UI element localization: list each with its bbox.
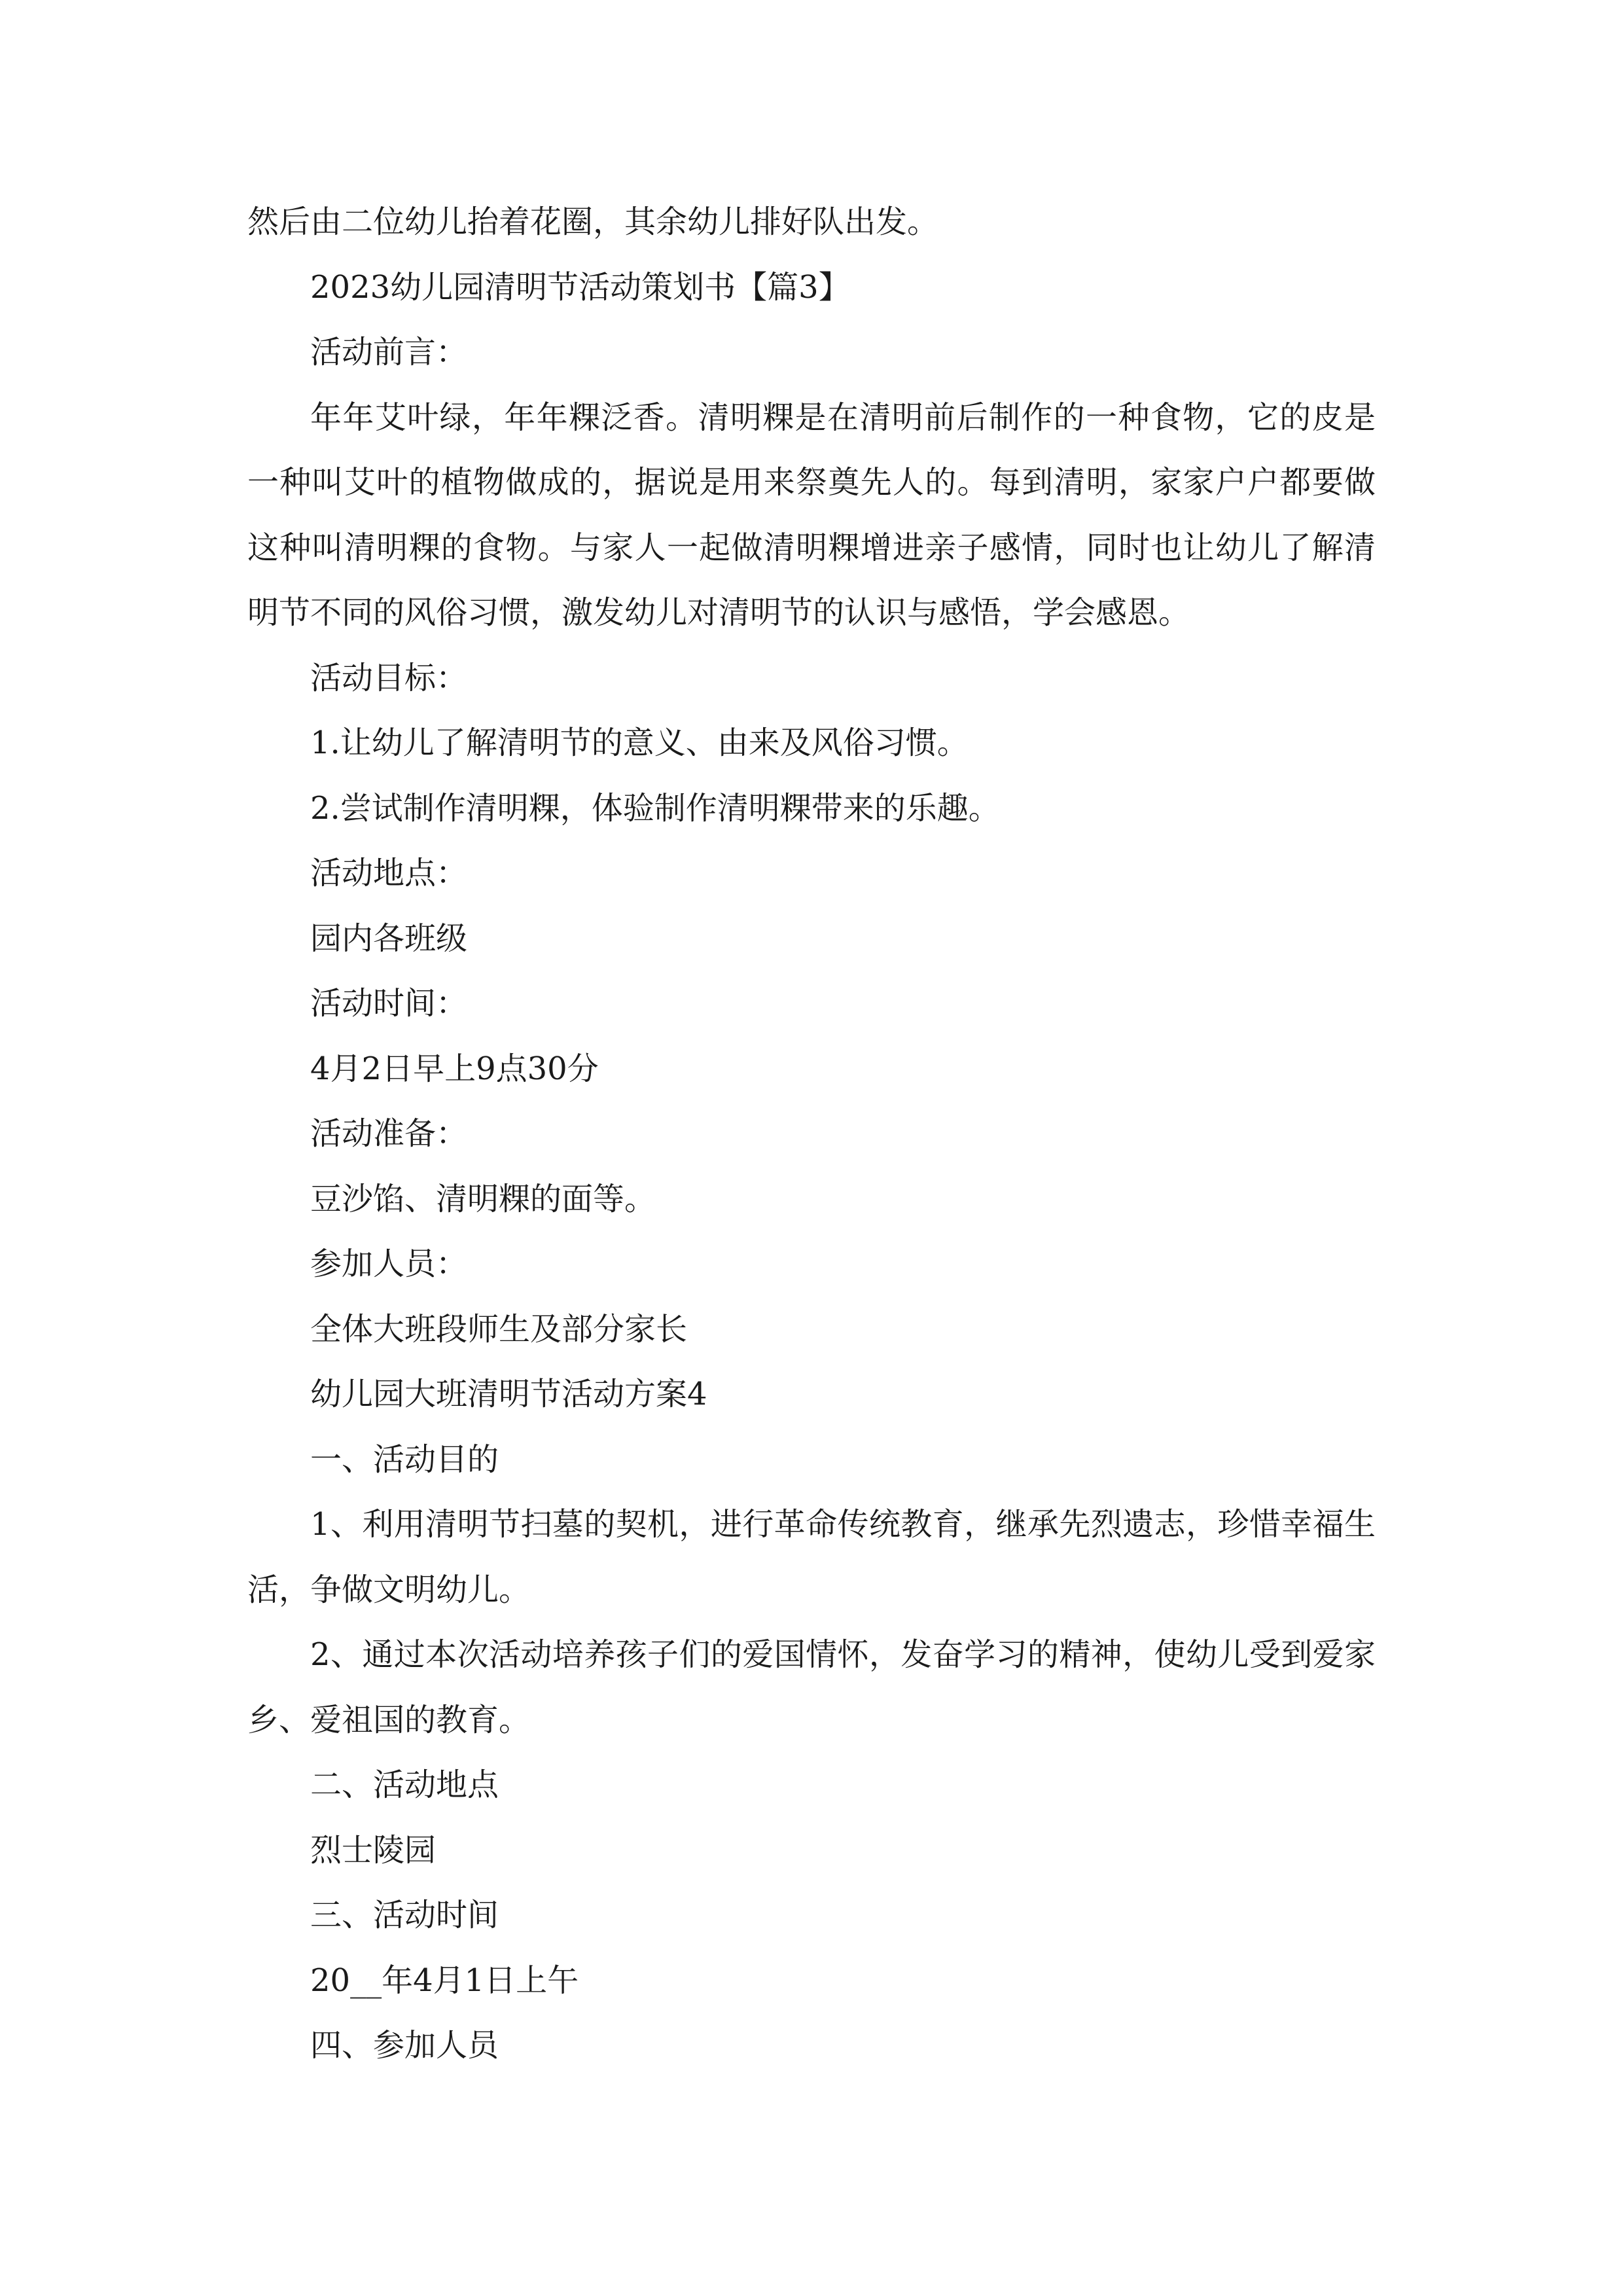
heading-participants: 参加人员： <box>310 1246 468 1282</box>
time-value-2: 20__年4月1日上午 <box>310 1962 579 1999</box>
purpose-item-1: 1、利用清明节扫墓的契机，进行革命传统教育，继承先烈遗志，珍惜幸福生活，争做文明幼儿。 <box>247 1506 1376 1608</box>
heading-purpose: 一、活动目的 <box>310 1441 499 1478</box>
heading-time: 活动时间： <box>310 985 468 1022</box>
section-title-plan-3: 2023幼儿园清明节活动策划书【篇3】 <box>310 268 850 306</box>
heading-participants-2: 四、参加人员 <box>310 2027 499 2064</box>
heading-time-2: 三、活动时间 <box>310 1897 499 1933</box>
participants-value: 全体大班段师生及部分家长 <box>310 1310 688 1348</box>
purpose-item-2: 2、通过本次活动培养孩子们的爱国情怀，发奋学习的精神，使幼儿受到爱家乡、爱祖国的教育。 <box>247 1636 1376 1738</box>
section-title-plan-4: 幼儿园大班清明节活动方案4 <box>310 1376 707 1412</box>
paragraph-continuation: 然后由二位幼儿抬着花圈，其余幼儿排好队出发。 <box>247 204 939 240</box>
paragraph-preface: 年年艾叶绿，年年粿泛香。清明粿是在清明前后制作的一种食物，它的皮是一种叫艾叶的植物做成的，据说是用来祭奠先人的。每到清明，家家户户都要做这种叫清明粿的食物。与家人一起做清明粿增进亲子感情，同时也让幼儿了解清明节不同的风俗习惯，激发幼儿对清明节的认识与感悟，学会感恩。 <box>247 399 1376 631</box>
goal-item-1: 1.让幼儿了解清明节的意义、由来及风俗习惯。 <box>310 725 969 761</box>
time-value: 4月2日早上9点30分 <box>310 1050 599 1087</box>
preparation-value: 豆沙馅、清明粿的面等。 <box>310 1180 656 1217</box>
heading-goals: 活动目标： <box>310 659 468 696</box>
heading-preparation: 活动准备： <box>310 1115 468 1152</box>
goal-item-2: 2.尝试制作清明粿，体验制作清明粿带来的乐趣。 <box>310 789 1000 827</box>
heading-location: 活动地点： <box>310 855 468 891</box>
heading-preface: 活动前言： <box>310 334 468 370</box>
document-body <box>247 190 1376 2079</box>
location-value: 园内各班级 <box>310 920 468 957</box>
location-value-2: 烈士陵园 <box>310 1831 437 1869</box>
heading-location-2: 二、活动地点 <box>310 1767 499 1803</box>
